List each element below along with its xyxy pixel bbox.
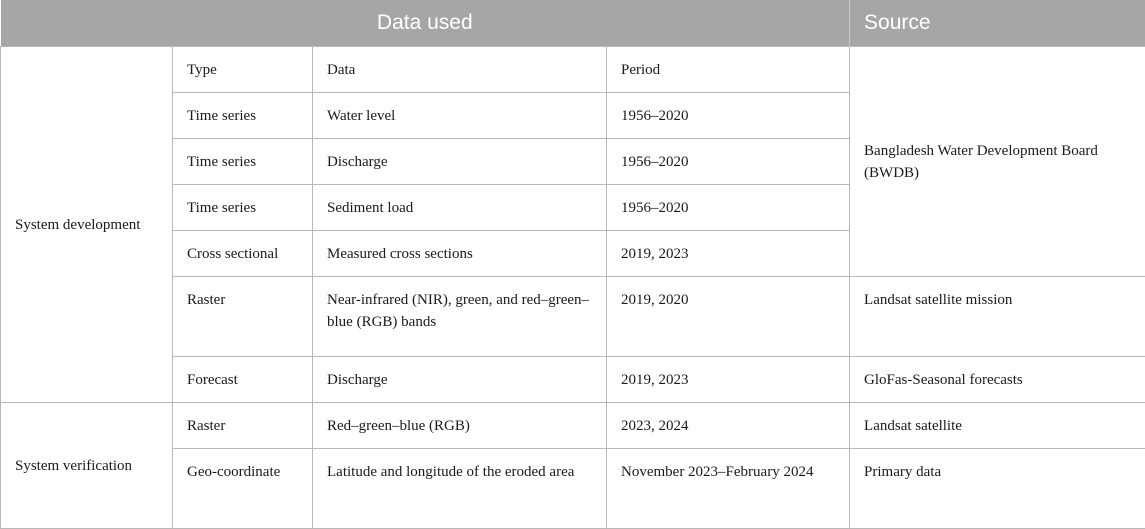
data-cell: Latitude and longitude of the eroded area — [313, 449, 607, 529]
type-cell: Raster — [173, 403, 313, 449]
source-cell: Bangladesh Water Development Board (BWDB) — [850, 47, 1145, 277]
source-cell: Landsat satellite mission — [850, 277, 1145, 357]
type-cell: Forecast — [173, 357, 313, 403]
table-header-row — [1, 0, 1145, 47]
table-row — [1, 47, 1145, 93]
source-cell: Primary data — [850, 449, 1145, 529]
source-cell: Landsat satellite — [850, 403, 1145, 449]
type-cell: Geo-coordinate — [173, 449, 313, 529]
header-data-used: Data used — [1, 0, 850, 47]
table-row — [1, 403, 1145, 449]
period-cell: 2019, 2023 — [607, 231, 850, 277]
source-cell: GloFas-Seasonal forecasts — [850, 357, 1145, 403]
data-cell: Discharge — [313, 357, 607, 403]
type-cell: Cross sectional — [173, 231, 313, 277]
period-cell: 1956–2020 — [607, 93, 850, 139]
data-cell: Red–green–blue (RGB) — [313, 403, 607, 449]
data-cell: Discharge — [313, 139, 607, 185]
type-cell: Type — [173, 47, 313, 93]
group-label: System development — [1, 47, 173, 403]
data-cell: Sediment load — [313, 185, 607, 231]
data-cell: Measured cross sections — [313, 231, 607, 277]
table-row — [1, 357, 1145, 403]
period-cell: 1956–2020 — [607, 185, 850, 231]
data-cell: Water level — [313, 93, 607, 139]
period-cell: Period — [607, 47, 850, 93]
header-source: Source — [850, 0, 1145, 47]
group-label: System verification — [1, 403, 173, 529]
table-row — [1, 449, 1145, 529]
type-cell: Time series — [173, 185, 313, 231]
type-cell: Time series — [173, 139, 313, 185]
data-cell: Data — [313, 47, 607, 93]
data-cell: Near-infrared (NIR), green, and red–green–blue (RGB) bands — [313, 277, 607, 357]
period-cell: November 2023–February 2024 — [607, 449, 850, 529]
period-cell: 1956–2020 — [607, 139, 850, 185]
type-cell: Time series — [173, 93, 313, 139]
period-cell: 2023, 2024 — [607, 403, 850, 449]
type-cell: Raster — [173, 277, 313, 357]
period-cell: 2019, 2023 — [607, 357, 850, 403]
period-cell: 2019, 2020 — [607, 277, 850, 357]
table-row — [1, 277, 1145, 357]
